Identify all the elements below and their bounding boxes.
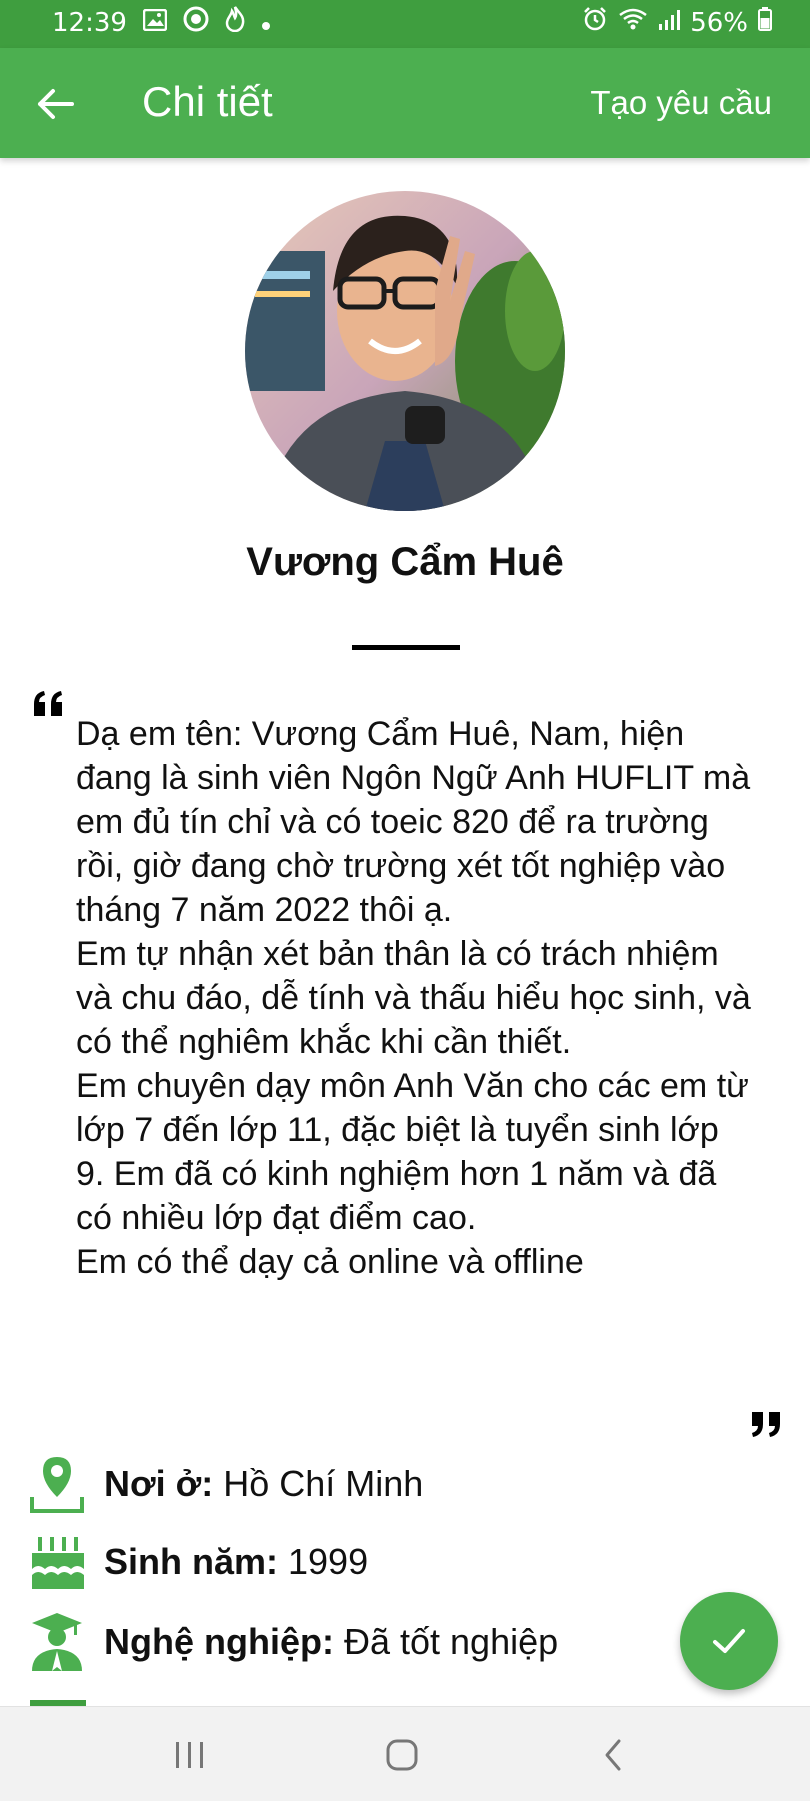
birthday-cake-icon xyxy=(28,1531,86,1593)
info-label: Nơi ở: xyxy=(104,1463,214,1504)
battery-icon xyxy=(758,7,772,38)
home-icon xyxy=(385,1738,419,1772)
back-button[interactable] xyxy=(28,76,84,132)
bio-paragraph: Dạ em tên: Vương Cẩm Huê, Nam, hiện đang là sinh viên Ngôn Ngữ Anh HUFLIT mà em đủ tín chỉ và có toeic 820 để ra trường rồi, giờ đang chờ trường xét tốt nghiệp vào tháng 7 năm 2022 thôi ạ. xyxy=(76,715,751,929)
info-text xyxy=(104,1621,558,1663)
app-bar xyxy=(0,48,810,158)
confirm-fab-button[interactable] xyxy=(680,1592,778,1690)
location-pin-icon xyxy=(28,1453,86,1515)
page-title: Chi tiết xyxy=(142,78,273,125)
check-icon xyxy=(707,1619,751,1663)
status-left xyxy=(52,6,271,39)
info-text xyxy=(104,1463,423,1505)
status-right xyxy=(582,6,772,39)
name-divider xyxy=(352,645,460,650)
info-row-occupation xyxy=(28,1610,558,1674)
home-button[interactable] xyxy=(372,1733,432,1777)
info-value: Hồ Chí Minh xyxy=(213,1463,424,1504)
info-row-residence xyxy=(28,1452,423,1516)
bio-paragraph: Em tự nhận xét bản thân là có trách nhiệm và chu đáo, dễ tính và thấu hiểu học sinh, và có thể nghiêm khắc khi cần thiết. xyxy=(76,935,751,1061)
bio-text xyxy=(76,712,756,1284)
dot-icon xyxy=(261,8,271,38)
status-time: 12:39 xyxy=(52,7,127,38)
flame-icon xyxy=(225,6,245,39)
recent-apps-button[interactable] xyxy=(160,1733,220,1777)
signal-icon xyxy=(658,8,680,38)
graduate-icon xyxy=(28,1611,86,1673)
arrow-left-icon xyxy=(28,76,84,132)
record-icon xyxy=(183,6,209,39)
bio-paragraph: Em chuyên dạy môn Anh Văn cho các em từ lớp 7 đến lớp 11, đặc biệt là tuyển sinh lớp 9. Em đã có kinh nghiệm hơn 1 năm và đã có nhiều lớp đạt điểm cao. xyxy=(76,1067,749,1237)
info-value: 1999 xyxy=(278,1541,369,1582)
system-nav-bar xyxy=(0,1706,810,1801)
wifi-icon xyxy=(618,7,648,38)
alarm-icon xyxy=(582,6,608,39)
back-icon xyxy=(599,1738,629,1772)
info-label: Nghệ nghiệp: xyxy=(104,1621,334,1662)
image-icon xyxy=(143,8,167,38)
info-row-birth-year xyxy=(28,1530,368,1594)
create-request-button[interactable]: Tạo yêu cầu xyxy=(590,84,772,121)
bio-paragraph: Em có thể dạy cả online và offline xyxy=(76,1243,584,1281)
tutor-name: Vương Cẩm Huê xyxy=(246,540,564,584)
system-back-button[interactable] xyxy=(584,1733,644,1777)
info-text xyxy=(104,1541,368,1583)
info-value: Đã tốt nghiệp xyxy=(333,1621,559,1662)
quote-close-icon xyxy=(748,1410,782,1438)
info-label: Sinh năm: xyxy=(104,1541,279,1582)
recent-apps-icon xyxy=(173,1740,207,1770)
avatar xyxy=(245,191,565,511)
quote-open-icon xyxy=(32,690,66,718)
status-bar xyxy=(0,0,810,48)
battery-percent: 56% xyxy=(690,7,748,38)
